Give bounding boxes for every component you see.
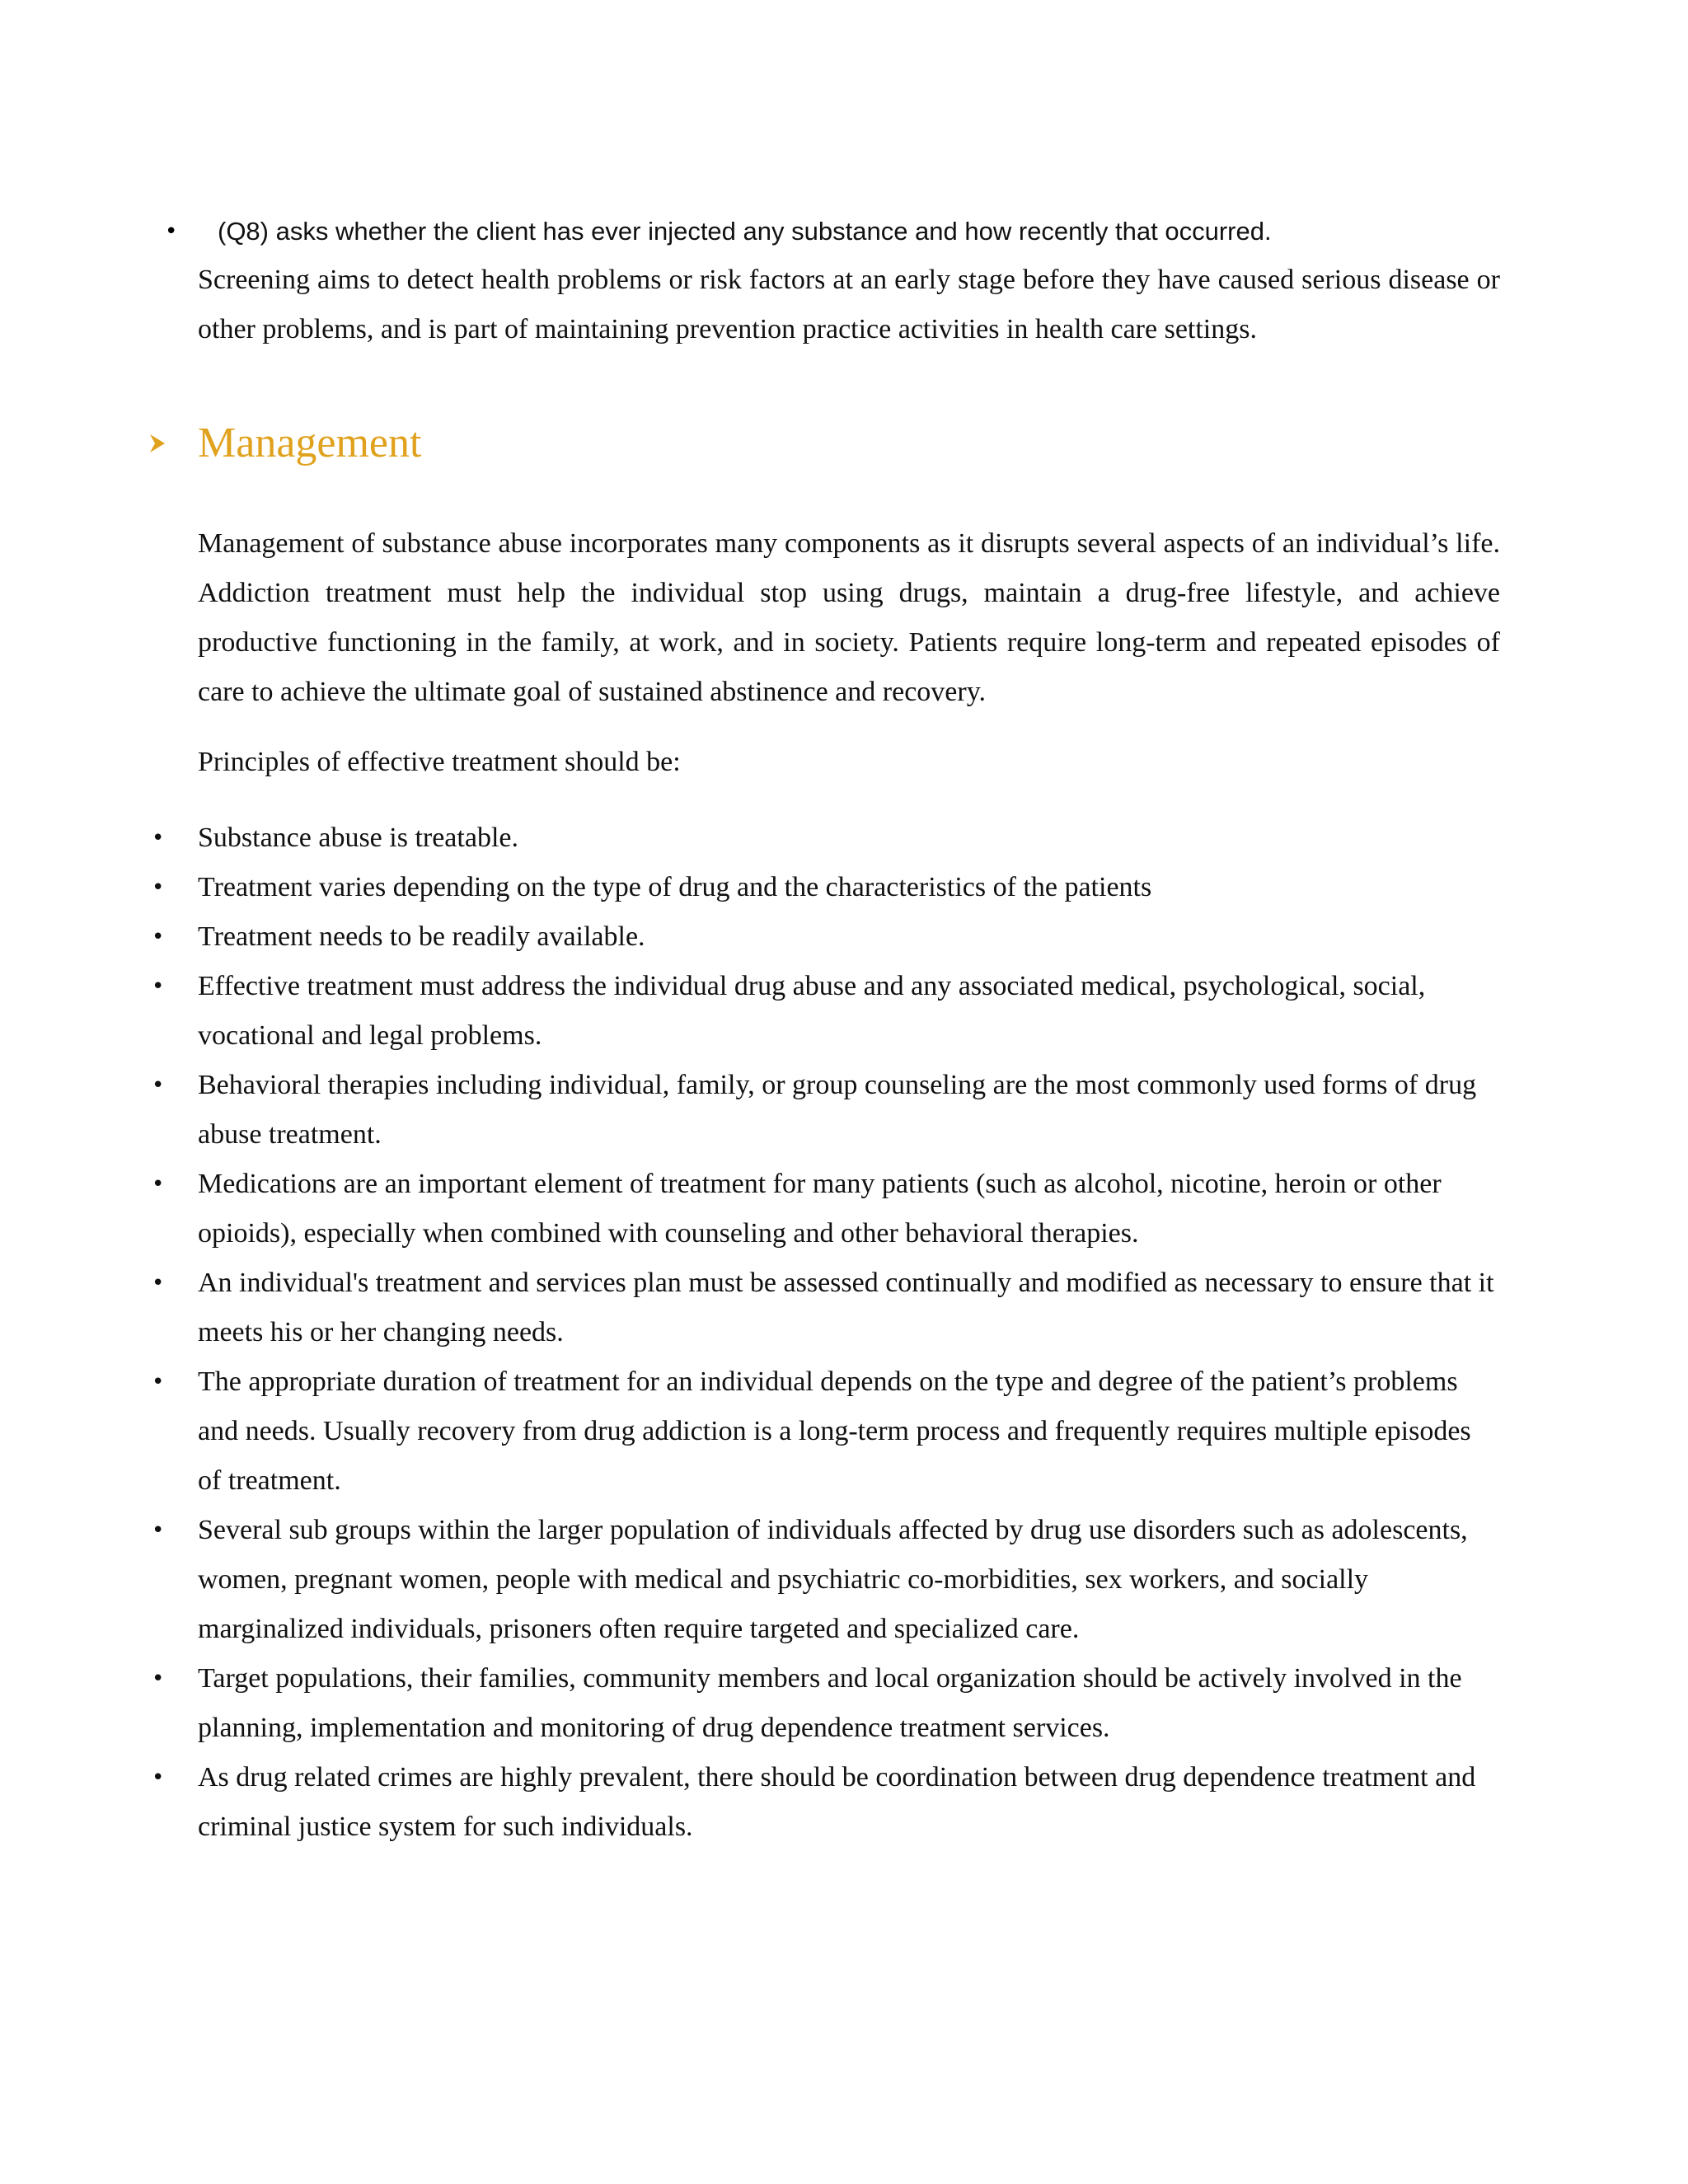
list-item [148, 1753, 1500, 1852]
bullet-dot: • [152, 1271, 165, 1296]
list-item [148, 863, 1500, 912]
list-item-text: Behavioral therapies including individual, family, or group counseling are the most commonly used forms of drug abuse treatment. [198, 1070, 1477, 1150]
section-title: Management [198, 419, 422, 466]
q8-bullet-item [165, 210, 1500, 253]
list-item-text: Several sub groups within the larger population of individuals affected by drug use disorders such as adolescents, women, pregnant women, people with medical and psychiatric co-morbidities, sex workers, and socially marginalized individuals, prisoners often require targeted and specialized care. [198, 1515, 1468, 1644]
section-heading [148, 415, 973, 472]
bullet-dot: • [152, 925, 165, 949]
list-item [148, 1357, 1500, 1506]
list-item-text: Substance abuse is treatable. [198, 823, 518, 853]
q8-bullet-text: (Q8) asks whether the client has ever injected any substance and how recently that occurred. [218, 217, 1272, 246]
list-item [148, 813, 1500, 863]
list-item-text: Treatment needs to be readily available. [198, 921, 645, 952]
bullet-dot: • [152, 974, 165, 999]
list-item-text: An individual's treatment and services plan must be assessed continually and modified as necessary to ensure that it meets his or her changing needs. [198, 1268, 1494, 1347]
management-intro-paragraph: Management of substance abuse incorporates many components as it disrupts several aspects of an individual’s life. Addiction treatment must help the individual stop using drugs, maintain a drug-free lifestyle, and achieve productive functioning in the family, at work, and in society. Patients require long-term and repeated episodes of care to achieve the ultimate goal of sustained abstinence and recovery. [198, 528, 1500, 707]
list-item-text: Medications are an important element of treatment for many patients (such as alcohol, nicotine, heroin or other opioids), especially when combined with counseling and other behavioral therapies. [198, 1169, 1442, 1249]
arrowhead-bullet-icon [148, 433, 166, 454]
list-item-text: Treatment varies depending on the type of drug and the characteristics of the patients [198, 872, 1152, 902]
list-item-text: Effective treatment must address the individual drug abuse and any associated medical, psychological, social, vocational and legal problems. [198, 971, 1426, 1051]
bullet-dot: • [152, 1370, 165, 1394]
bullet-dot: • [152, 1172, 165, 1197]
principles-list [148, 813, 1500, 1852]
list-item-text: Target populations, their families, community members and local organization should be actively involved in the planning, implementation and monitoring of drug dependence treatment services. [198, 1663, 1462, 1743]
bullet-dot: • [152, 1518, 165, 1543]
list-item [148, 962, 1500, 1061]
list-item-text: The appropriate duration of treatment for an individual depends on the type and degree of the patient’s problems and needs. Usually recovery from drug addiction is a long-term process and frequently requires multiple episodes of treatment. [198, 1366, 1471, 1496]
list-item [148, 912, 1500, 962]
list-item [148, 1061, 1500, 1160]
list-item [148, 1654, 1500, 1753]
bullet-dot: • [152, 826, 165, 851]
screening-paragraph: Screening aims to detect health problems or risk factors at an early stage before they have caused serious disease or other problems, and is part of maintaining prevention practice activities in health care settings. [198, 265, 1500, 344]
list-item [148, 1258, 1500, 1357]
bullet-dot: • [152, 1073, 165, 1098]
list-item [148, 1506, 1500, 1654]
bullet-dot: • [152, 1765, 165, 1790]
bullet-dot: • [165, 219, 178, 244]
bullet-dot: • [152, 1666, 165, 1691]
list-item [148, 1160, 1500, 1258]
bullet-dot: • [152, 875, 165, 900]
list-item-text: As drug related crimes are highly prevalent, there should be coordination between drug dependence treatment and criminal justice system for such individuals. [198, 1762, 1476, 1842]
principles-lead: Principles of effective treatment should be: [198, 747, 681, 777]
